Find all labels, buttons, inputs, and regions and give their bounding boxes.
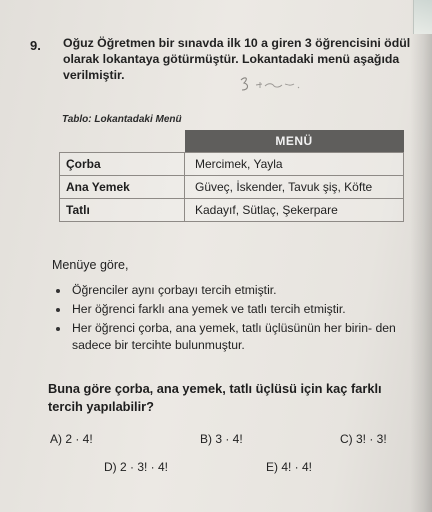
list-item: [54, 282, 414, 299]
menu-table-header-row: [60, 130, 404, 153]
table-row: [60, 153, 404, 176]
question-number: 9.: [30, 38, 41, 53]
answer-option-b[interactable]: B) 3 · 4!: [200, 432, 243, 446]
table-row: [60, 176, 404, 199]
answer-option-a[interactable]: A) 2 · 4!: [50, 432, 93, 446]
pencil-scribble-icon: [238, 74, 308, 96]
menu-table-header: MENÜ: [185, 130, 404, 153]
page-corner-fold: [413, 0, 432, 34]
bullet-dot-icon: [56, 289, 60, 293]
menu-table: [59, 130, 404, 222]
menu-table-header-blank: [60, 130, 185, 153]
menu-category-main: Ana Yemek: [60, 176, 185, 199]
question-stem: [63, 35, 411, 83]
condition-text-3: Her öğrenci çorba, ana yemek, tatlı üçlüsünün her birin- den sadece bir tercihte bulunmuştur.: [72, 321, 396, 352]
question-prompt: Buna göre çorba, ana yemek, tatlı üçlüsü için kaç farklı tercih yapılabilir?: [48, 381, 382, 414]
bullet-dot-icon: [56, 327, 60, 331]
menu-category-soup: Çorba: [60, 153, 185, 176]
question-stem-line-2: olarak lokantaya götürmüştür. Lokantadaki menü aşağıda: [63, 52, 400, 66]
condition-list: [54, 282, 414, 356]
answer-option-d[interactable]: D) 2 · 3! · 4!: [104, 460, 169, 474]
list-item: [54, 320, 414, 354]
condition-text-2: Her öğrenci farklı ana yemek ve tatlı tercih etmiştir.: [72, 302, 346, 316]
list-item: [54, 301, 414, 318]
answer-option-c[interactable]: C) 3! · 3!: [340, 432, 387, 446]
question-stem-line-3: verilmiştir.: [63, 68, 125, 82]
menu-items-soup: Mercimek, Yayla: [185, 153, 404, 176]
page-edge-shadow: [410, 0, 432, 512]
menu-items-main: Güveç, İskender, Tavuk şiş, Köfte: [185, 176, 404, 199]
answer-option-e[interactable]: E) 4! · 4!: [266, 460, 313, 474]
bullet-dot-icon: [56, 308, 60, 312]
table-caption: Tablo: Lokantadaki Menü: [62, 114, 182, 125]
question-stem-line-1: Oğuz Öğretmen bir sınavda ilk 10 a giren 3 öğrencisini ödül: [63, 36, 411, 50]
table-row: [60, 199, 404, 222]
menu-category-dessert: Tatlı: [60, 199, 185, 222]
condition-text-1: Öğrenciler aynı çorbayı tercih etmiştir.: [72, 283, 277, 297]
intro-text: Menüye göre,: [52, 258, 129, 272]
menu-items-dessert: Kadayıf, Sütlaç, Şekerpare: [185, 199, 404, 222]
